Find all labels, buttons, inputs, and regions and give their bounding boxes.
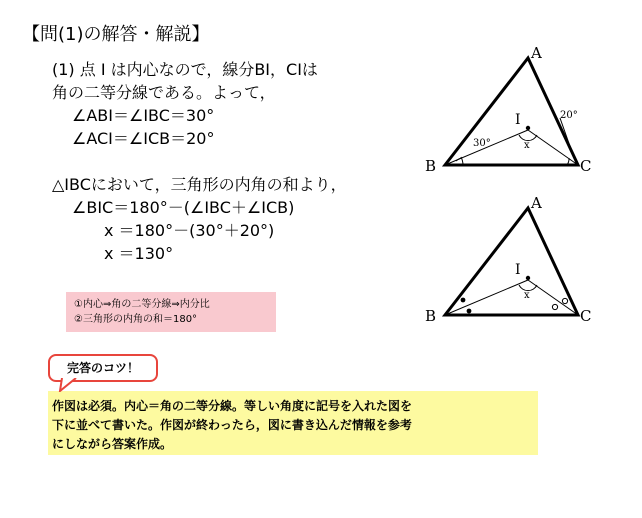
tips-line-1: 作図は必須。内心＝角の二等分線。等しい角度に記号を入れた図を (52, 399, 413, 413)
triangle-1-lines (445, 58, 578, 165)
angle-c-label: 20° (560, 110, 578, 121)
label-i-2: I (515, 262, 521, 278)
angle-c-mark-lower (552, 304, 557, 309)
triangle-figure-1 (420, 40, 610, 180)
key-points-box (66, 292, 276, 332)
equation-bic: ∠BIC＝180°－(∠IBC＋∠ICB) (72, 198, 295, 217)
tips-box (48, 391, 538, 455)
equation-abi: ∠ABI＝∠IBC＝30° (72, 106, 215, 125)
equation-aci: ∠ACI＝∠ICB＝20° (72, 129, 215, 148)
incenter-dot-2 (526, 276, 530, 280)
angle-b-mark-upper (461, 298, 466, 303)
solution-line-3: △IBCにおいて，三角形の内角の和より， (52, 175, 347, 194)
incenter-dot (526, 126, 530, 130)
tips-heading-callout: 完答のコツ！ (48, 354, 158, 382)
angle-b-label: 30° (473, 138, 491, 149)
equation-answer: x ＝130° (104, 244, 174, 263)
label-c-2: C (580, 307, 592, 325)
solution-text (52, 58, 347, 265)
callout-tail-icon (58, 378, 80, 392)
angle-x-label-2: x (524, 290, 530, 301)
label-i: I (515, 112, 521, 128)
angle-c-mark-upper (562, 298, 567, 303)
angle-b-mark-lower (467, 309, 472, 314)
solution-line-1: (1) 点 I は内心なので，線分BI，CIは (52, 60, 318, 79)
angle-x-label: x (524, 140, 530, 151)
solution-line-2: 角の二等分線である。よって， (52, 83, 276, 102)
key-point-2: ②三角形の内角の和＝180° (74, 314, 198, 325)
label-b-2: B (425, 307, 437, 325)
label-a-2: A (531, 194, 542, 212)
page-title: 【問(1)の解答・解説】 (22, 24, 210, 45)
label-c: C (580, 157, 592, 175)
tips-line-3: にしながら答案作成。 (52, 437, 173, 451)
label-a: A (531, 44, 542, 62)
tips-line-2: 下に並べて書いた。作図が終わったら，図に書き込んだ情報を参考 (52, 418, 412, 432)
equation-x: x ＝180°－(30°＋20°) (104, 221, 275, 240)
angle-c-leader (560, 118, 572, 152)
key-point-1: ①内心⇒角の二等分線⇒内分比 (74, 299, 210, 310)
label-b: B (425, 157, 437, 175)
triangle-figure-2 (420, 190, 610, 330)
